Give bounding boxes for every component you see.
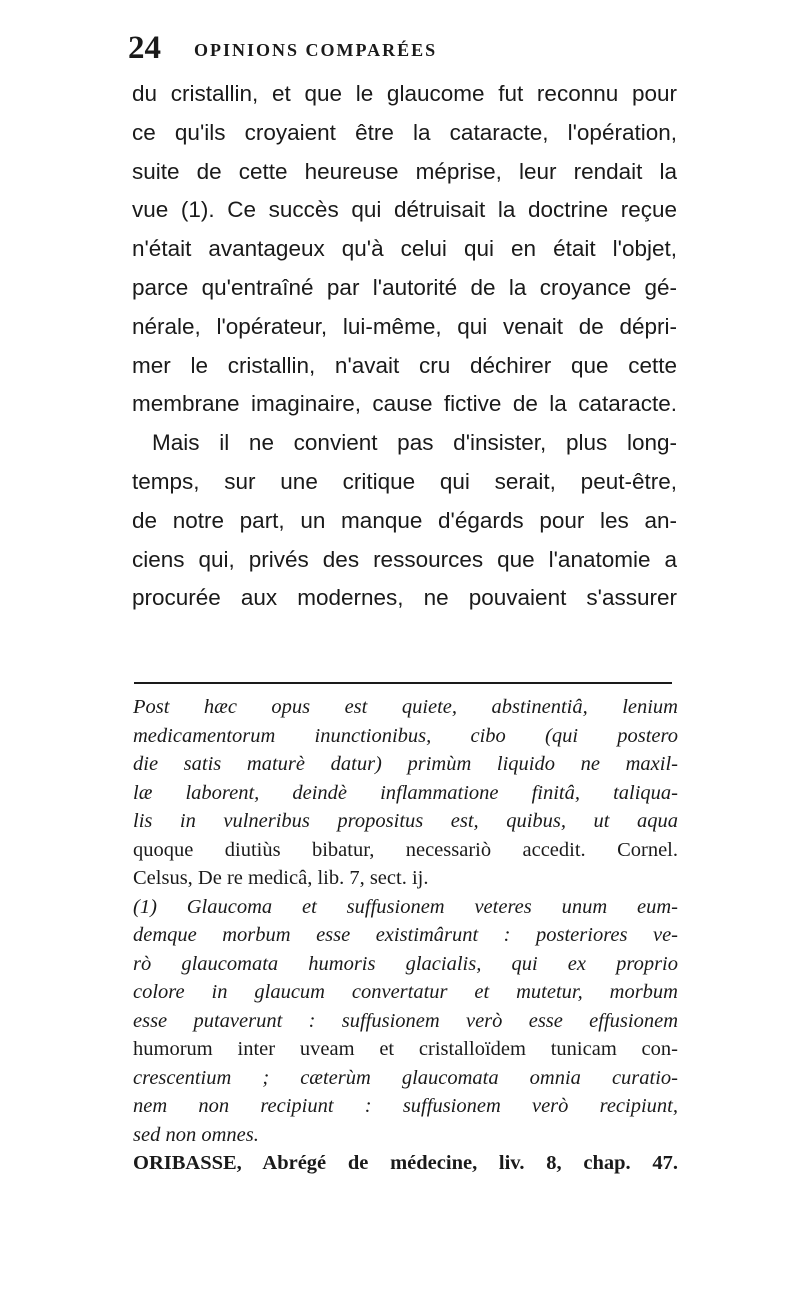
footnote-line: quoque diutiùs bibatur, necessariò accedit. Cornel.	[133, 838, 678, 861]
text-line: procurée aux modernes, ne pouvaient s'assurer	[132, 585, 677, 611]
text-line: suite de cette heureuse méprise, leur rendait la	[132, 158, 677, 184]
footnote-line: nem non recipiunt : suffusionem verò recipiunt,	[133, 1095, 678, 1117]
text-line: temps, sur une critique qui serait, peut-être,	[132, 468, 677, 494]
footnote-line: die satis maturè datur) primùm liquido ne maxil-	[133, 753, 678, 775]
running-head: OPINIONS COMPARÉES	[194, 40, 438, 60]
text-line: nérale, l'opérateur, lui-même, qui venait de dépri-	[132, 313, 677, 339]
text-line: ce qu'ils croyaient être la cataracte, l'opération,	[132, 119, 677, 145]
text-line: parce qu'entraîné par l'autorité de la croyance gé-	[132, 274, 677, 300]
footnote-line: sed non omnes.	[133, 1123, 259, 1146]
text-line: Mais il ne convient pas d'insister, plus long-	[152, 430, 677, 456]
footnote-line: humorum inter uveam et cristalloïdem tunicam con-	[133, 1038, 678, 1060]
footnote-line: medicamentorum inunctionibus, cibo (qui postero	[133, 724, 678, 747]
text-line: de notre part, un manque d'égards pour les an-	[132, 507, 677, 533]
footnote-line: lis in vulneribus propositus est, quibus, ut aqua	[133, 810, 678, 832]
text-line: du cristallin, et que le glaucome fut reconnu pour	[132, 81, 677, 106]
footnote-citation: ORIBASSE, Abrégé de médecine, liv. 8, chap. 47.	[133, 1152, 678, 1174]
footnote-line: Post hæc opus est quiete, abstinentiâ, lenium	[133, 696, 678, 718]
text-line: membrane imaginaire, cause fictive de la cataracte.	[132, 391, 677, 417]
footnote-line: demque morbum esse existimârunt : posteriores ve-	[133, 924, 678, 946]
footnote-line: esse putaverunt : suffusionem verò esse effusionem	[133, 1009, 678, 1032]
footnote-rule	[134, 682, 672, 684]
text-line: vue (1). Ce succès qui détruisait la doctrine reçue	[132, 197, 677, 223]
page-number: 24	[128, 30, 161, 66]
footnote-line: crescentium ; cæterùm glaucomata omnia curatio-	[133, 1066, 678, 1089]
footnote-citation: Celsus, De re medicâ, lib. 7, sect. ij.	[133, 867, 429, 889]
text-line: ciens qui, privés des ressources que l'anatomie a	[132, 546, 677, 572]
footnote-line: (1) Glaucoma et suffusionem veteres unum eum-	[133, 895, 678, 918]
text-line: mer le cristallin, n'avait cru déchirer que cette	[132, 352, 677, 378]
text-line: n'était avantageux qu'à celui qui en était l'objet,	[132, 236, 677, 262]
main-text	[132, 75, 677, 618]
footnote-line: rò glaucomata humoris glacialis, qui ex proprio	[133, 952, 678, 975]
footnote-line: colore in glaucum convertatur et mutetur, morbum	[133, 981, 678, 1003]
footnote-line: læ laborent, deindè inflammatione finitâ, taliqua-	[133, 781, 678, 804]
footnotes	[133, 693, 678, 1178]
page-header	[128, 30, 688, 66]
